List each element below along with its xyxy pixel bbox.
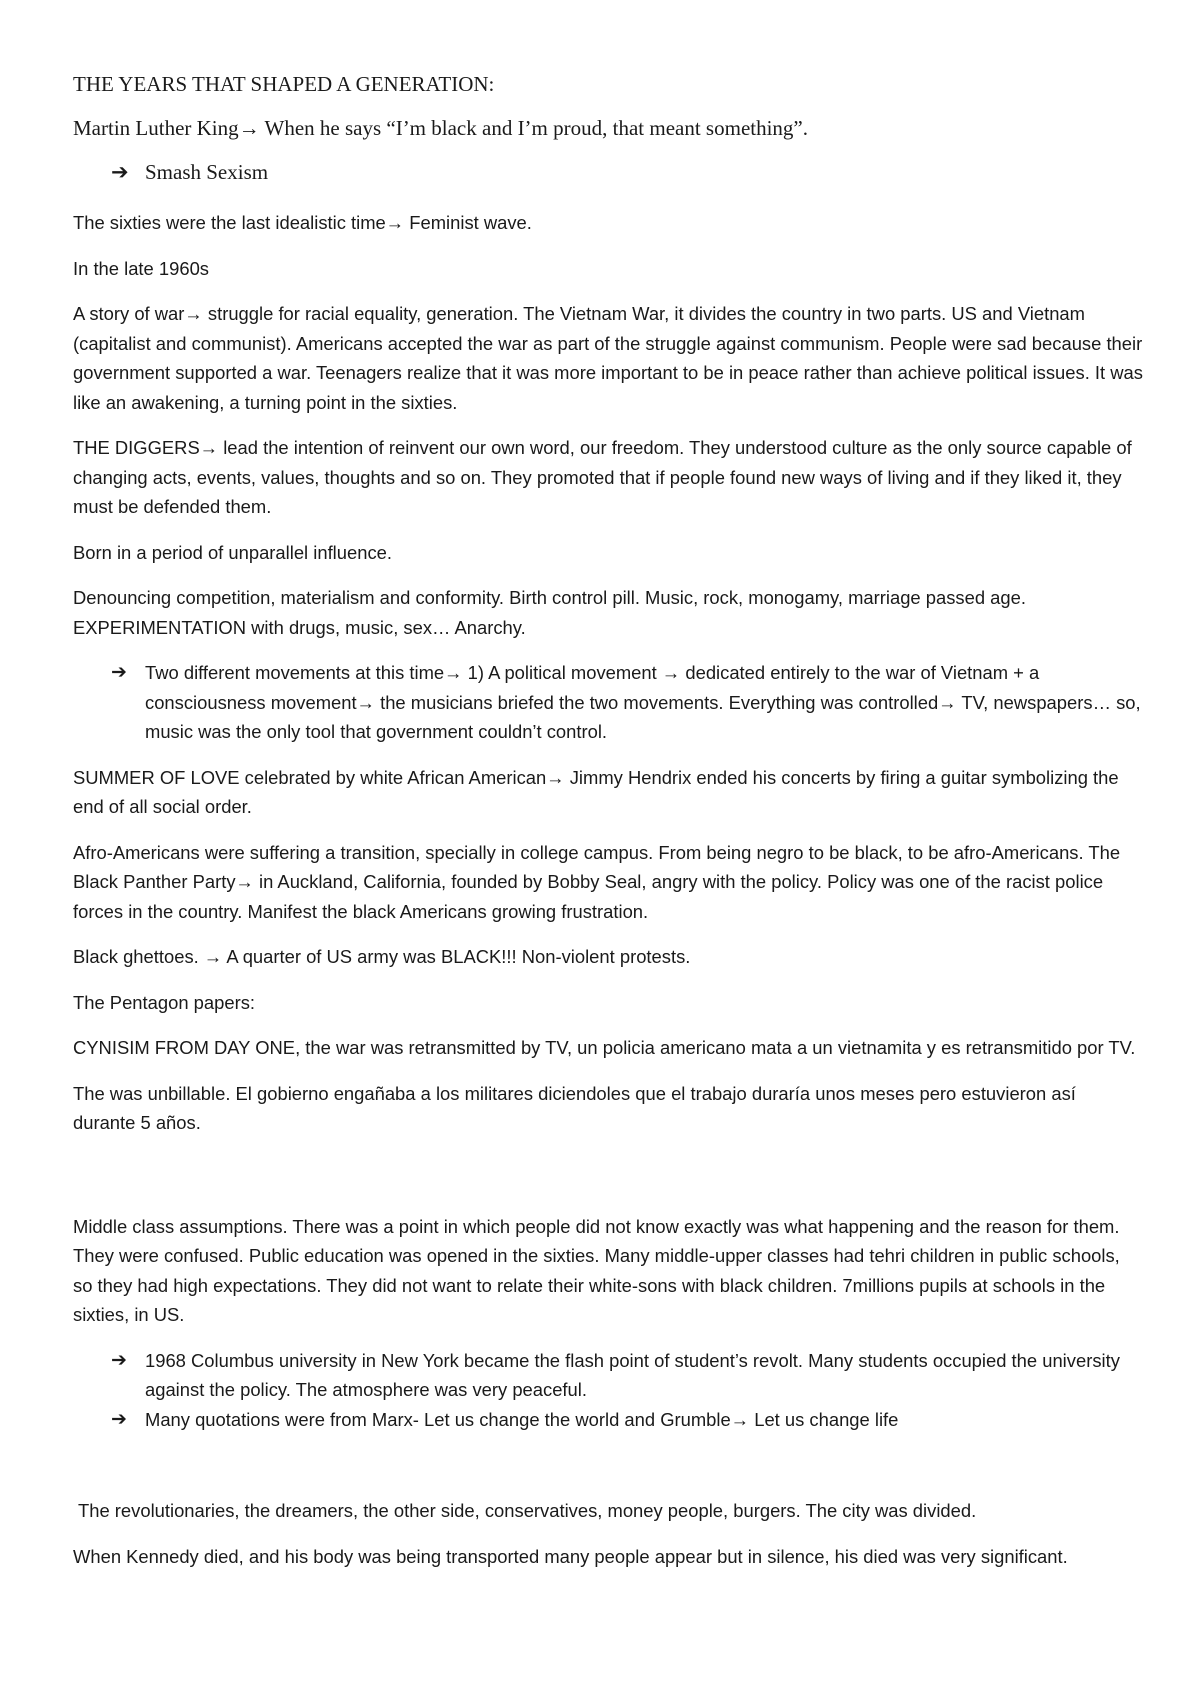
bullet-text: Many quotations were from Marx- Let us change the world and Grumble→ Let us change life [145, 1408, 899, 1430]
paragraph: Denouncing competition, materialism and conformity. Birth control pill. Music, rock, monogamy, marriage passed age. EXPERIMENTATION with drugs, music, sex… Anarchy. [73, 587, 1026, 638]
paragraph: CYNISIM FROM DAY ONE, the war was retransmitted by TV, un policia americano mata a un vietnamita y es retransmitido por TV. [73, 1037, 1136, 1058]
paragraph: The was unbillable. El gobierno engañaba a los militares diciendoles que el trabajo duraría unos meses pero estuvieron así durante 5 años. [73, 1082, 1076, 1133]
document-title: THE YEARS THAT SHAPED A GENERATION: [73, 72, 495, 96]
arrow-bullet-icon: ➔ [111, 160, 129, 184]
smash-sexism-bullet [111, 158, 1143, 186]
mlk-quote-line: Martin Luther King→ When he says “I’m black and I’m proud, that meant something”. [73, 116, 808, 140]
document-page [73, 70, 1143, 1587]
paragraph: SUMMER OF LOVE celebrated by white African American→ Jimmy Hendrix ended his concerts by firing a guitar symbolizing the end of all social order. [73, 766, 1119, 817]
marx-bullet [111, 1405, 1143, 1435]
arrow-bullet-icon: ➔ [111, 1407, 127, 1430]
bullet-text: Smash Sexism [145, 160, 269, 184]
paragraph: When Kennedy died, and his body was being transported many people appear but in silence, his died was very significant. [73, 1545, 1068, 1567]
paragraph: Born in a period of unparallel influence. [73, 541, 392, 563]
paragraph: A story of war→ struggle for racial equality, generation. The Vietnam War, it divides the country in two parts. US and Vietnam (capitalist and communist). Americans accepted the war as part of the struggle against communism. People were sad because their government supported a war. Teenagers realize that it was more important to be in peace rather than achieve political issues. It was like an awakening, a turning point in the sixties. [73, 303, 1143, 413]
paragraph: THE DIGGERS→ lead the intention of reinvent our own word, our freedom. They understood culture as the only source capable of changing acts, events, values, thoughts and so on. They promoted that if people found new ways of living and if they liked it, they must be defended them. [73, 437, 1132, 517]
paragraph: The revolutionaries, the dreamers, the other side, conservatives, money people, burgers. The city was divided. [78, 1500, 977, 1521]
arrow-bullet-icon: ➔ [111, 1348, 127, 1371]
columbus-bullet [111, 1346, 1143, 1405]
paragraph: The sixties were the last idealistic time→ Feminist wave. [73, 212, 532, 233]
bullet-text: 1968 Columbus university in New York became the flash point of student’s revolt. Many students occupied the university against the policy. The atmosphere was very peaceful. [145, 1349, 1120, 1400]
paragraph: In the late 1960s [73, 257, 209, 279]
movements-bullet [111, 658, 1143, 747]
paragraph: Black ghettoes. → A quarter of US army was BLACK!!! Non-violent protests. [73, 946, 691, 967]
bullet-text: Two different movements at this time→ 1) A political movement → dedicated entirely to the war of Vietnam + a consciousness movement→ the musicians briefed the two movements. Everything was controlled→ TV, newspapers… so, music was the only tool that government couldn’t control. [145, 662, 1141, 742]
arrow-bullet-icon: ➔ [111, 661, 127, 683]
paragraph: Middle class assumptions. There was a point in which people did not know exactly was what happening and the reason for them. They were confused. Public education was opened in the sixties. Many middle-upper classes had tehri children in public schools, so they had high expectations. They did not want to relate their white-sons with black children. 7millions pupils at schools in the sixties, in US. [73, 1215, 1120, 1325]
paragraph: The Pentagon papers: [73, 991, 255, 1013]
paragraph: Afro-Americans were suffering a transition, specially in college campus. From being negro to be black, to be afro-Americans. The Black Panther Party→ in Auckland, California, founded by Bobby Seal, angry with the policy. Policy was one of the racist police forces in the country. Manifest the black Americans growing frustration. [73, 841, 1121, 922]
